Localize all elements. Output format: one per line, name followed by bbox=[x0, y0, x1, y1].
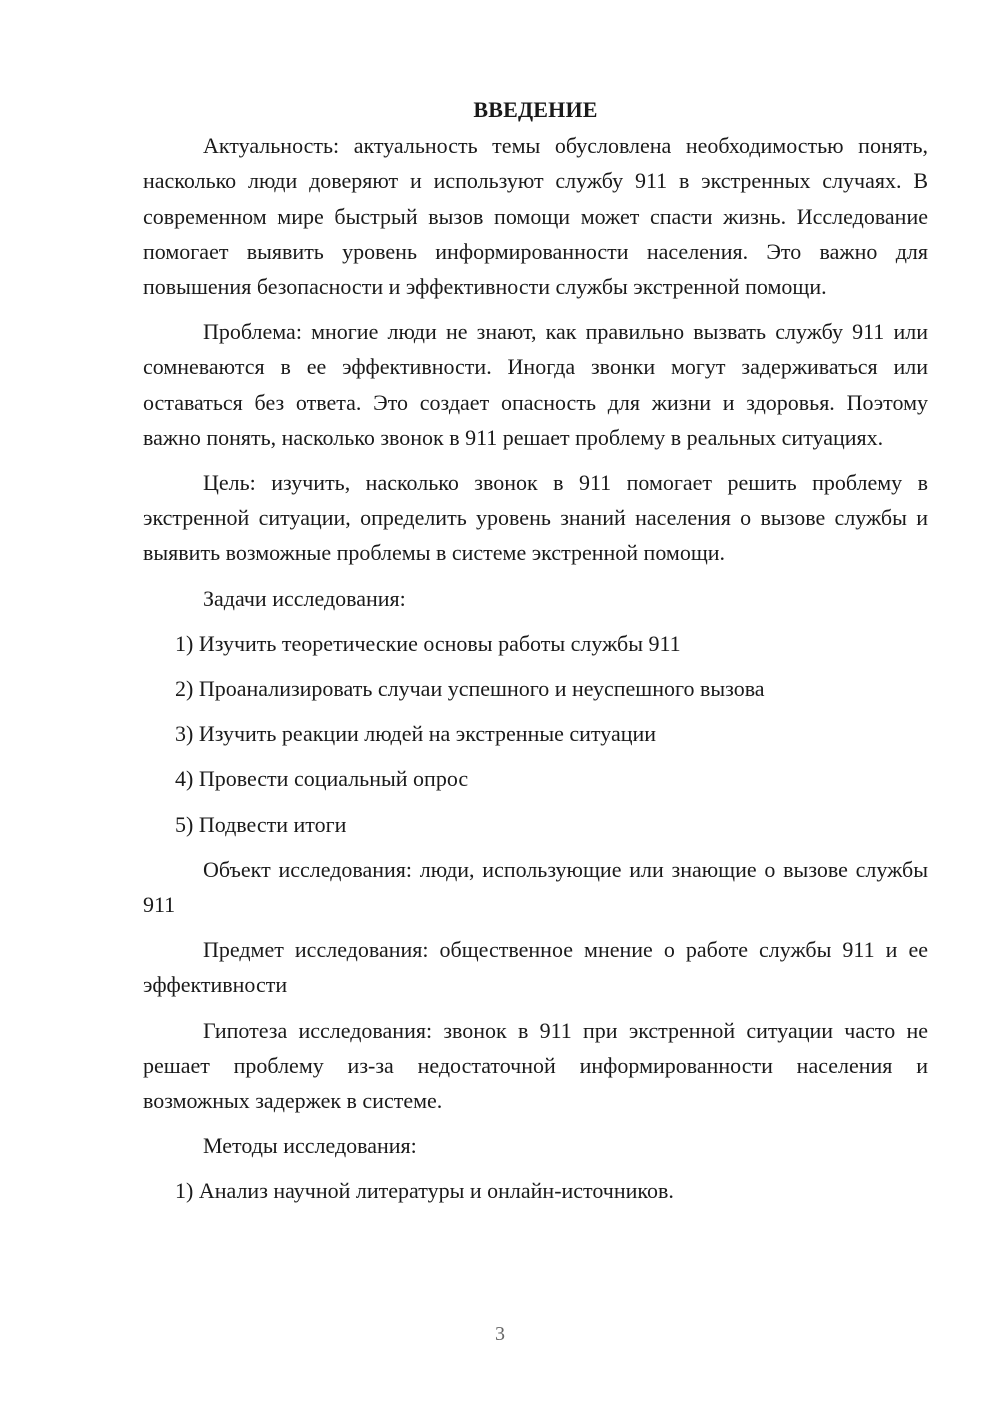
paragraph-relevance: Актуальность: актуальность темы обусловлена необходимостью понять, насколько люди доверяют и используют службу 911 в экстренных случаях. В современном мире быстрый вызов помощи может спасти жизнь. Исследование помогает выявить уровень информированности населения. Это важно для повышения безопасности и эффективности службы экстренной помощи. bbox=[143, 133, 928, 300]
document-page bbox=[143, 92, 928, 1219]
paragraph-object: Объект исследования: люди, использующие или знающие о вызове службы 911 bbox=[143, 856, 928, 918]
list-item: 4) Провести социальный опрос bbox=[175, 766, 469, 792]
list-item: 1) Изучить теоретические основы работы службы 911 bbox=[175, 630, 681, 656]
paragraph-problem: Проблема: многие люди не знают, как правильно вызвать службу 911 или сомневаются в ее эффективности. Иногда звонки могут задерживаться или оставаться без ответа. Это создает опасность для жизни и здоровья. Поэтому важно понять, насколько звонок в 911 решает проблему в реальных ситуациях. bbox=[143, 319, 928, 450]
list-item: 5) Подвести итоги bbox=[175, 811, 347, 837]
tasks-heading: Задачи исследования: bbox=[203, 585, 406, 611]
paragraph-goal: Цель: изучить, насколько звонок в 911 помогает решить проблему в экстренной ситуации, определить уровень знаний населения о вызове службы и выявить возможные проблемы в системе экстренной помощи. bbox=[143, 470, 928, 566]
paragraph-hypothesis: Гипотеза исследования: звонок в 911 при экстренной ситуации часто не решает проблему из-за недостаточной информированности населения и возможных задержек в системе. bbox=[143, 1017, 928, 1114]
tasks-list bbox=[143, 626, 928, 842]
list-item: 2) Проанализировать случаи успешного и неуспешного вызова bbox=[175, 676, 765, 702]
list-item: 3) Изучить реакции людей на экстренные ситуации bbox=[175, 721, 657, 747]
section-title: ВВЕДЕНИЕ bbox=[473, 97, 598, 122]
paragraph-subject: Предмет исследования: общественное мнение о работе службы 911 и ее эффективности bbox=[143, 937, 928, 998]
methods-list bbox=[143, 1173, 928, 1208]
list-item: 1) Анализ научной литературы и онлайн-источников. bbox=[175, 1178, 674, 1204]
page-number: 3 bbox=[495, 1323, 505, 1345]
methods-heading: Методы исследования: bbox=[203, 1133, 417, 1159]
